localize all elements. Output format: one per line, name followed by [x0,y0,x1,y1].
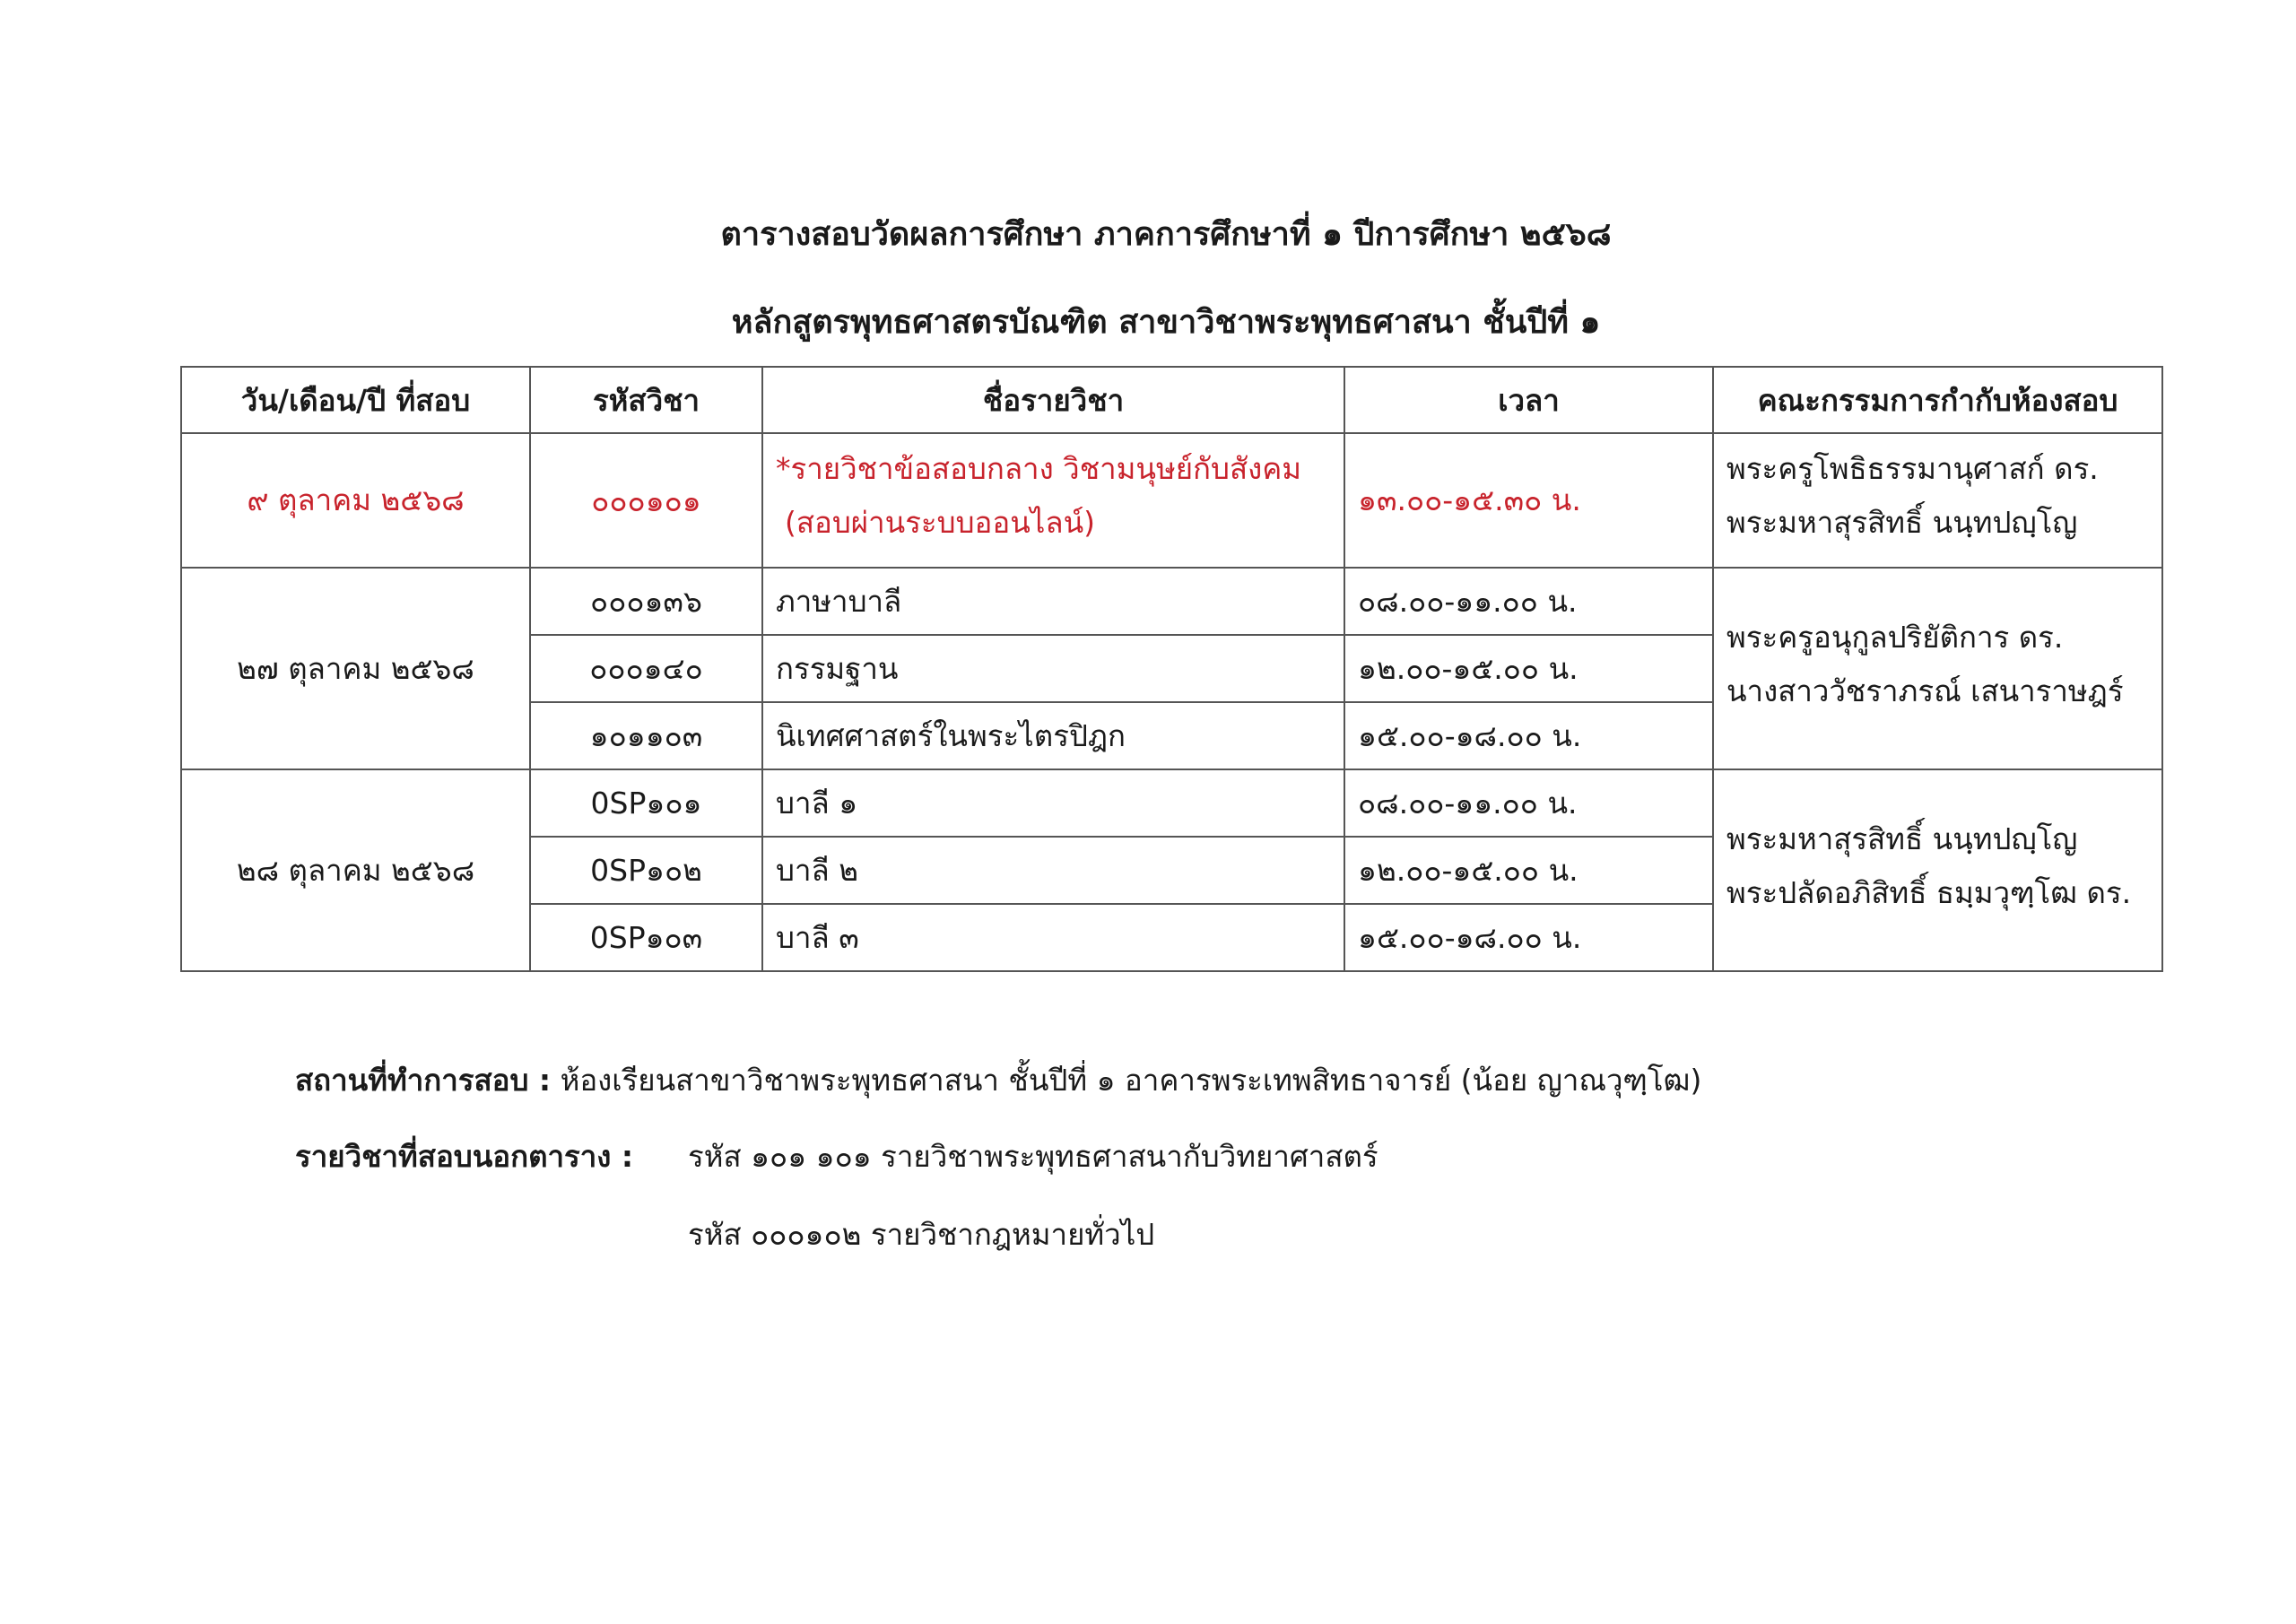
table-header-row [181,367,2162,433]
document-subtitle: หลักสูตรพุทธศาสตรบัณฑิต สาขาวิชาพระพุทธศาสนา ชั้นปีที่ ๑ [731,304,1601,341]
table-row [181,568,2162,635]
exam-venue [295,1056,1701,1104]
exam-time: ๑๒.๐๐-๑๕.๐๐ น. [1344,635,1713,702]
document-title: ตารางสอบวัดผลการศึกษา ภาคการศึกษาที่ ๑ ปีการศึกษา ๒๕๖๘ [720,216,1612,253]
committee-line1: พระมหาสุรสิทธิ์ นนฺทปญฺโญ [1726,821,2078,856]
outside-exam-item: รหัส ๑๐๑ ๑๐๑ รายวิชาพระพุทธศาสนากับวิทยาศาสตร์ [688,1139,1378,1174]
header-date: วัน/เดือน/ปี ที่สอบ [181,367,530,433]
course-name-line2: (สอบผ่านระบบออนไลน์) [785,505,1096,540]
course-code: ๑๐๑๑๐๓ [530,702,762,769]
committee [1713,769,2162,971]
course-name: บาลี ๒ [762,837,1344,904]
table-row [181,433,2162,568]
course-name: นิเทศศาสตร์ในพระไตรปิฎก [762,702,1344,769]
committee [1713,433,2162,568]
course-code: ๐๐๐๑๓๖ [530,568,762,635]
committee-line2: พระมหาสุรสิทธิ์ นนฺทปญฺโญ [1726,505,2078,540]
course-name: ภาษาบาลี [762,568,1344,635]
course-code: 0SP๑๐๓ [530,904,762,971]
course-name-line1: *รายวิชาข้อสอบกลาง วิชามนุษย์กับสังคม [776,451,1302,486]
committee-line1: พระครูอนุกูลปริยัติการ ดร. [1726,619,2064,655]
course-code: ๐๐๐๑๐๑ [530,433,762,568]
course-code: ๐๐๐๑๔๐ [530,635,762,702]
venue-value: ห้องเรียนสาขาวิชาพระพุทธศาสนา ชั้นปีที่ ๑ อาคารพระเทพสิทธาจารย์ (น้อย ญาณวุฑฺโฒ) [560,1063,1702,1098]
exam-date-text: ๙ ตุลาคม ๒๕๖๘ [247,482,465,517]
exam-time: ๑๕.๐๐-๑๘.๐๐ น. [1344,904,1713,971]
committee-line1: พระครูโพธิธรรมานุศาสก์ ดร. [1726,451,2099,486]
committee-line2: นางสาววัชราภรณ์ เสนาราษฎร์ [1726,673,2124,708]
exam-time: ๑๕.๐๐-๑๘.๐๐ น. [1344,702,1713,769]
exam-time: ๐๘.๐๐-๑๑.๐๐ น. [1344,769,1713,837]
course-code: 0SP๑๐๑ [530,769,762,837]
header-time: เวลา [1344,367,1713,433]
venue-label: สถานที่ทำการสอบ : [295,1063,552,1098]
course-name [762,433,1344,568]
committee [1713,568,2162,769]
exam-date: ๒๗ ตุลาคม ๒๕๖๘ [181,568,530,769]
exam-time-text: ๑๓.๐๐-๑๕.๓๐ น. [1358,482,1581,517]
exam-date [181,433,530,568]
course-name: กรรมฐาน [762,635,1344,702]
course-name: บาลี ๓ [762,904,1344,971]
outside-exam-item: รหัส ๐๐๐๑๐๒ รายวิชากฎหมายทั่วไป [688,1217,1155,1252]
course-name: บาลี ๑ [762,769,1344,837]
header-course-name: ชื่อรายวิชา [762,367,1344,433]
exam-time: ๑๒.๐๐-๑๕.๐๐ น. [1344,837,1713,904]
exam-time [1344,433,1713,568]
header-course-code: รหัสวิชา [530,367,762,433]
exam-time: ๐๘.๐๐-๑๑.๐๐ น. [1344,568,1713,635]
course-code: 0SP๑๐๒ [530,837,762,904]
table-row [181,769,2162,837]
exam-schedule-table [180,366,2163,972]
exam-date: ๒๘ ตุลาคม ๒๕๖๘ [181,769,530,971]
outside-exams-label: รายวิชาที่สอบนอกตาราง : [295,1139,634,1174]
header-committee: คณะกรรมการกำกับห้องสอบ [1713,367,2162,433]
committee-line2: พระปลัดอภิสิทธิ์ ธมฺมวุฑฺโฒ ดร. [1726,874,2132,910]
